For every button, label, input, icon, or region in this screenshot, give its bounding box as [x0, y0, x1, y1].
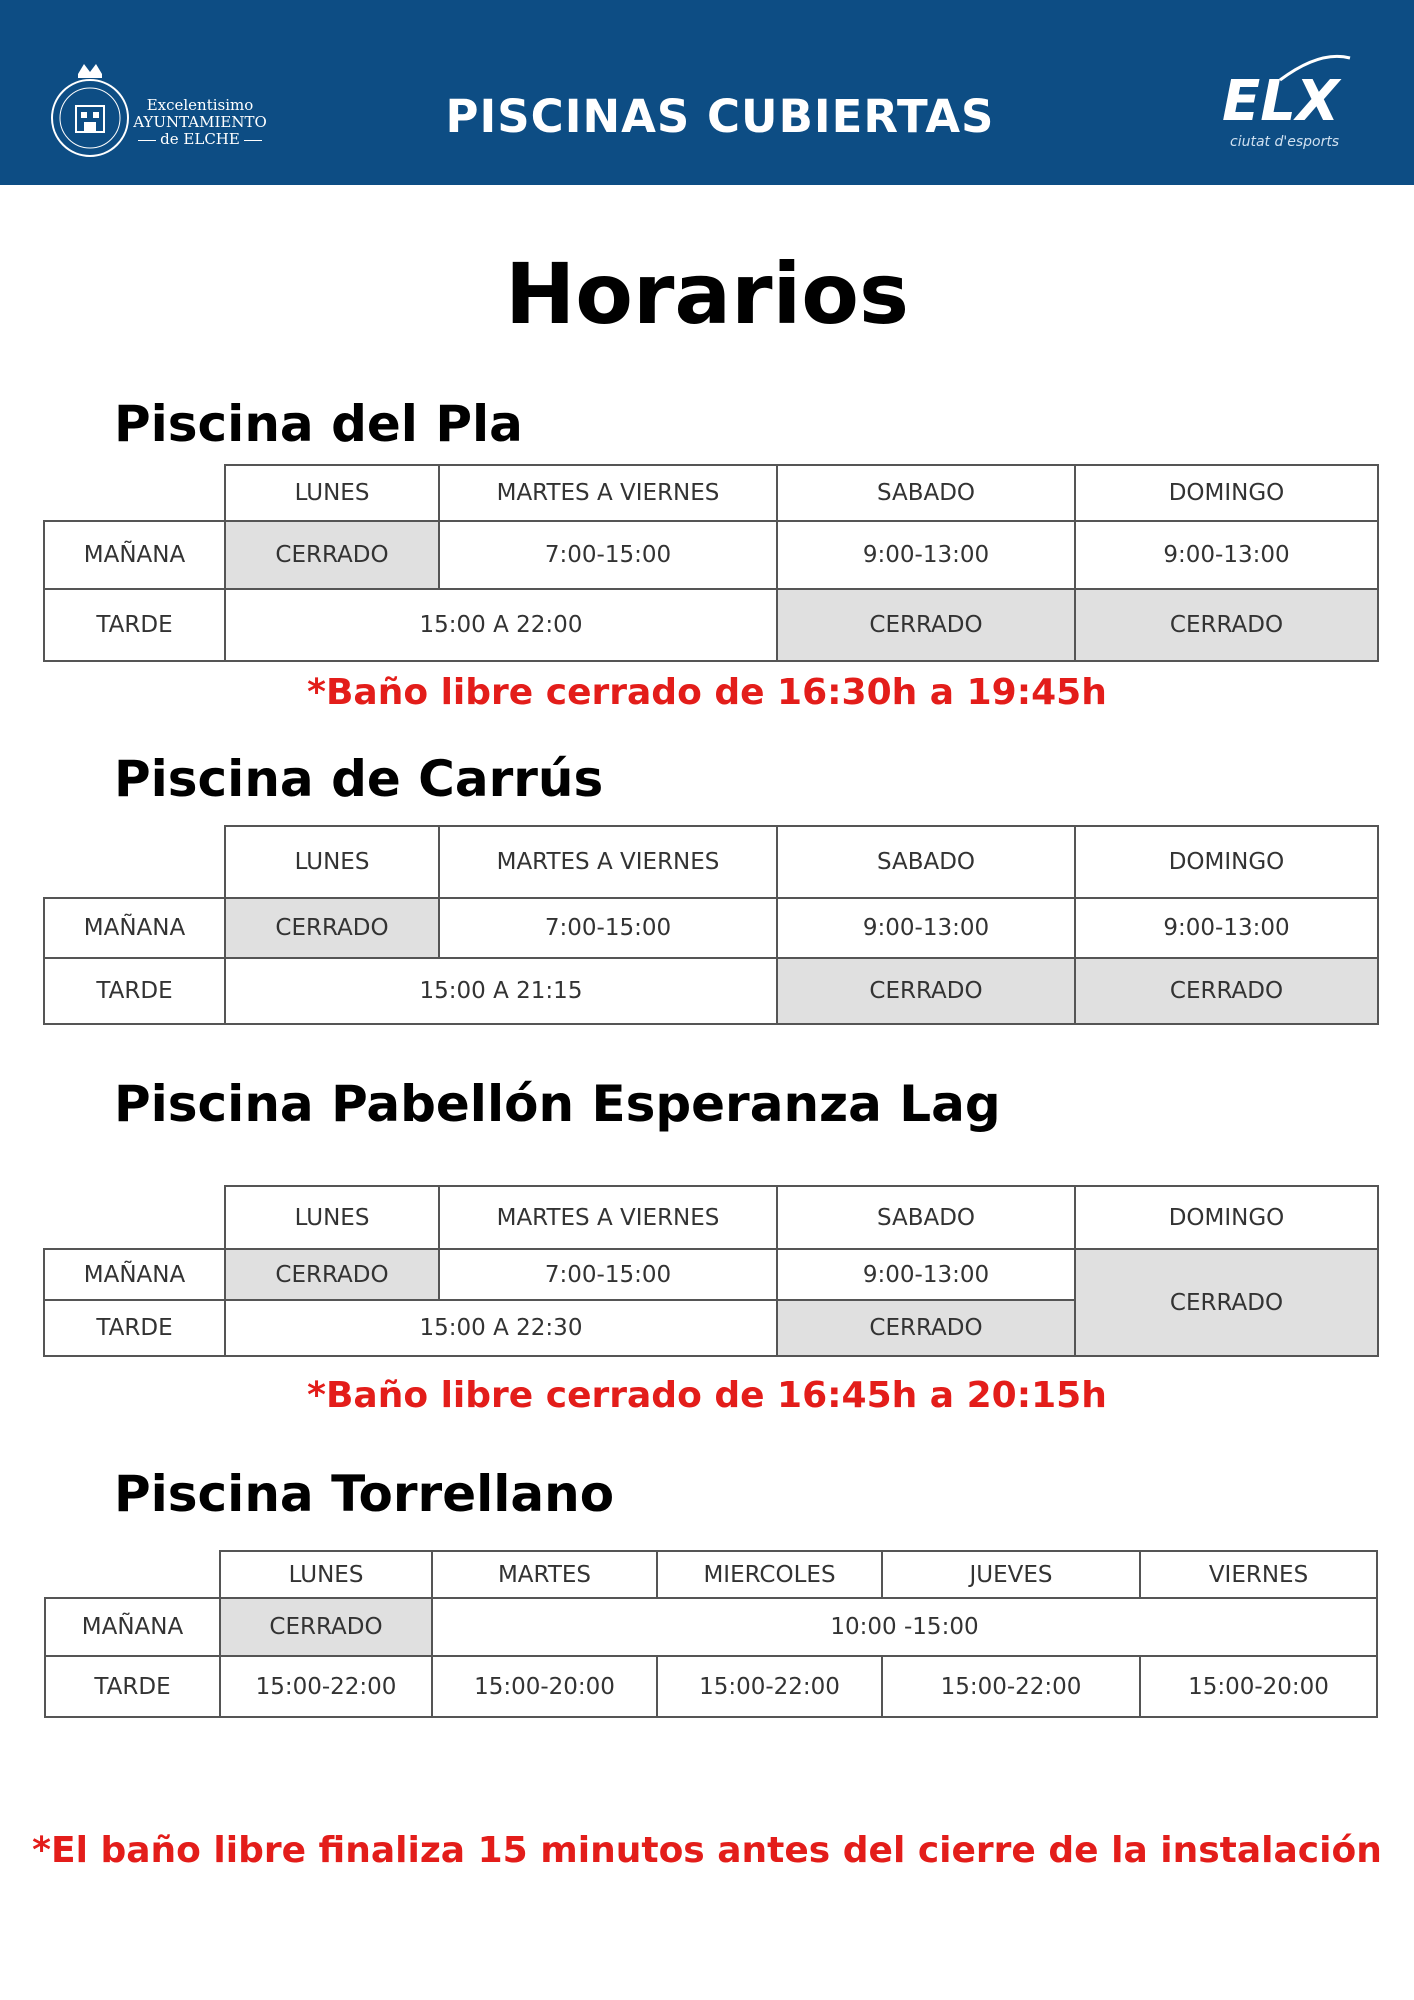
header-cell: DOMINGO — [1075, 826, 1378, 898]
header-cell: SABADO — [777, 826, 1075, 898]
table-row — [44, 465, 1378, 521]
schedule-cell: 7:00-15:00 — [439, 898, 777, 958]
table-row — [44, 589, 1378, 661]
schedule-cell: 15:00-22:00 — [220, 1656, 432, 1717]
blank-cell — [45, 1551, 220, 1598]
schedule-cell: 10:00 -15:00 — [432, 1598, 1377, 1656]
city-line-3-wrap — [130, 131, 270, 148]
schedule-cell: 15:00-22:00 — [657, 1656, 882, 1717]
city-line-3: de ELCHE — [160, 130, 240, 148]
schedule-cell: CERRADO — [1075, 1249, 1378, 1356]
schedule-cell: CERRADO — [1075, 589, 1378, 661]
carrus-title: Piscina de Carrús — [114, 750, 604, 808]
row-label: TARDE — [44, 589, 225, 661]
schedule-cell: CERRADO — [225, 898, 439, 958]
carrus-schedule-table — [43, 825, 1379, 1025]
schedule-cell: 9:00-13:00 — [777, 1249, 1075, 1300]
row-label: MAÑANA — [44, 1249, 225, 1300]
schedule-cell: 9:00-13:00 — [777, 898, 1075, 958]
header-cell: SABADO — [777, 465, 1075, 521]
row-label: TARDE — [45, 1656, 220, 1717]
header-cell: DOMINGO — [1075, 1186, 1378, 1249]
header-cell: SABADO — [777, 1186, 1075, 1249]
header-cell: MARTES A VIERNES — [439, 826, 777, 898]
table-row — [44, 958, 1378, 1024]
header-cell: LUNES — [220, 1551, 432, 1598]
table-row — [44, 826, 1378, 898]
schedule-cell: CERRADO — [777, 1300, 1075, 1356]
table-row — [44, 521, 1378, 589]
schedule-cell: 15:00 A 22:00 — [225, 589, 777, 661]
row-label: TARDE — [44, 1300, 225, 1356]
torrellano-schedule-table — [44, 1550, 1378, 1718]
pla-schedule-table — [43, 464, 1379, 662]
row-label: MAÑANA — [44, 521, 225, 589]
schedule-cell: CERRADO — [777, 958, 1075, 1024]
schedule-cell: 15:00-20:00 — [1140, 1656, 1377, 1717]
table-row — [44, 1186, 1378, 1249]
table-row — [45, 1551, 1377, 1598]
schedule-cell: CERRADO — [225, 521, 439, 589]
header-cell: LUNES — [225, 1186, 439, 1249]
header-cell: LUNES — [225, 465, 439, 521]
schedule-cell: 7:00-15:00 — [439, 521, 777, 589]
header-cell: VIERNES — [1140, 1551, 1377, 1598]
esperanza-note: *Baño libre cerrado de 16:45h a 20:15h — [307, 1375, 1107, 1416]
blank-cell — [44, 1186, 225, 1249]
table-row — [45, 1598, 1377, 1656]
schedule-cell: 7:00-15:00 — [439, 1249, 777, 1300]
table-row — [45, 1656, 1377, 1717]
elx-logo-subtext: ciutat d'esports — [1230, 134, 1340, 150]
schedule-cell: 9:00-13:00 — [777, 521, 1075, 589]
schedule-cell: CERRADO — [777, 589, 1075, 661]
city-line-2: AYUNTAMIENTO — [133, 113, 267, 131]
esperanza-title: Piscina Pabellón Esperanza Lag — [114, 1075, 1001, 1133]
table-row — [44, 1249, 1378, 1300]
final-note: *El baño libre finaliza 15 minutos antes del cierre de la instalación — [32, 1830, 1382, 1871]
page-title: Horarios — [504, 245, 910, 343]
row-label: TARDE — [44, 958, 225, 1024]
schedule-cell: 15:00-20:00 — [432, 1656, 657, 1717]
blank-cell — [44, 465, 225, 521]
header-cell: JUEVES — [882, 1551, 1140, 1598]
elx-logo-text: ELX — [1222, 69, 1340, 134]
city-line-1: Excelentisimo — [146, 96, 254, 114]
header-cell: LUNES — [225, 826, 439, 898]
header-banner — [0, 0, 1414, 185]
elx-logo-icon — [1210, 50, 1360, 160]
pla-title: Piscina del Pla — [114, 395, 523, 453]
row-label: MAÑANA — [44, 898, 225, 958]
city-council-name — [130, 97, 270, 148]
city-seal-icon — [48, 60, 132, 164]
header-cell: MARTES A VIERNES — [439, 465, 777, 521]
table-row — [44, 898, 1378, 958]
header-cell: MIERCOLES — [657, 1551, 882, 1598]
row-label: MAÑANA — [45, 1598, 220, 1656]
blank-cell — [44, 826, 225, 898]
schedule-cell: 15:00-22:00 — [882, 1656, 1140, 1717]
schedule-cell: CERRADO — [225, 1249, 439, 1300]
schedule-cell: 9:00-13:00 — [1075, 898, 1378, 958]
esperanza-schedule-table — [43, 1185, 1379, 1357]
schedule-cell: 9:00-13:00 — [1075, 521, 1378, 589]
schedule-cell: 15:00 A 22:30 — [225, 1300, 777, 1356]
schedule-cell: 15:00 A 21:15 — [225, 958, 777, 1024]
header-cell: DOMINGO — [1075, 465, 1378, 521]
schedule-cell: CERRADO — [1075, 958, 1378, 1024]
pla-note: *Baño libre cerrado de 16:30h a 19:45h — [307, 672, 1107, 713]
header-cell: MARTES — [432, 1551, 657, 1598]
schedule-cell: CERRADO — [220, 1598, 432, 1656]
header-cell: MARTES A VIERNES — [439, 1186, 777, 1249]
header-title: PISCINAS CUBIERTAS — [445, 90, 995, 143]
torrellano-title: Piscina Torrellano — [114, 1465, 615, 1523]
